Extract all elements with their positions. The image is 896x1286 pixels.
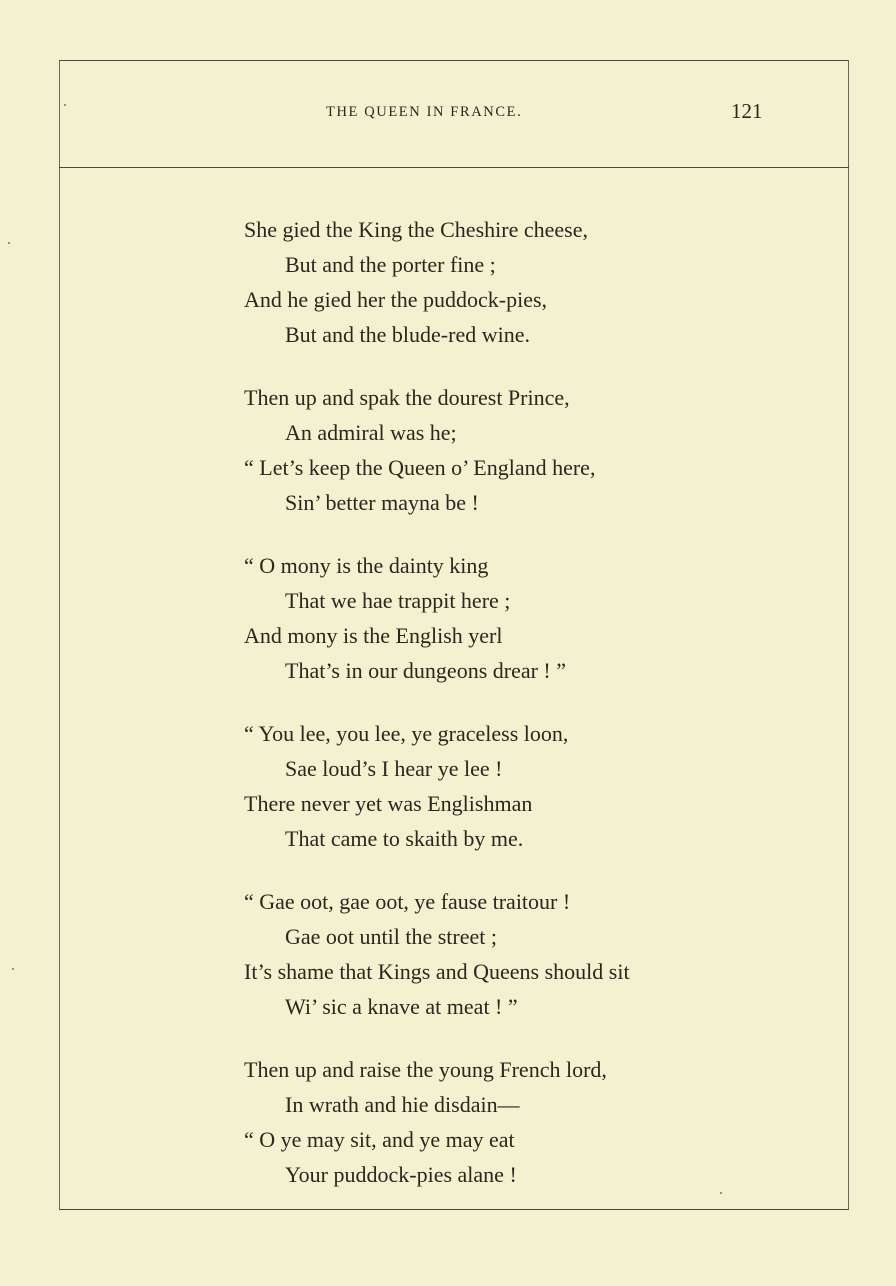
poem-line: An admiral was he; xyxy=(285,420,457,445)
poem-line: Sin’ better mayna be ! xyxy=(285,490,479,515)
poem-line: That’s in our dungeons drear ! ” xyxy=(285,658,567,683)
stanza-4 xyxy=(244,716,804,856)
poem-line: But and the blude-red wine. xyxy=(285,322,530,347)
poem-line: And he gied her the puddock-pies, xyxy=(244,287,548,312)
stanza-6 xyxy=(244,1052,804,1192)
poem-line: That came to skaith by me. xyxy=(285,826,524,851)
poem-line: Gae oot until the street ; xyxy=(285,924,497,949)
poem-body xyxy=(244,212,804,1220)
page-number: 121 xyxy=(731,99,763,123)
paper-speck xyxy=(12,968,14,970)
poem-line: “ Let’s keep the Queen o’ England here, xyxy=(244,455,596,480)
running-title: THE QUEEN IN FRANCE. xyxy=(326,104,523,120)
paper-speck xyxy=(8,242,10,244)
stanza-3 xyxy=(244,548,804,688)
header-rule xyxy=(59,167,849,168)
poem-line: Wi’ sic a knave at meat ! ” xyxy=(285,994,518,1019)
poem-line: She gied the King the Cheshire cheese, xyxy=(244,217,588,242)
stanza-2 xyxy=(244,380,804,520)
poem-line: There never yet was Englishman xyxy=(244,791,533,816)
poem-line: Then up and raise the young French lord, xyxy=(244,1057,607,1082)
poem-line: And mony is the English yerl xyxy=(244,623,503,648)
running-head xyxy=(0,99,896,128)
poem-line: Then up and spak the dourest Prince, xyxy=(244,385,570,410)
poem-line: “ O ye may sit, and ye may eat xyxy=(244,1127,515,1152)
poem-line: That we hae trappit here ; xyxy=(285,588,511,613)
stanza-5 xyxy=(244,884,804,1024)
poem-line: Sae loud’s I hear ye lee ! xyxy=(285,756,503,781)
paper-speck xyxy=(64,104,66,106)
poem-line: Your puddock-pies alane ! xyxy=(285,1162,517,1187)
poem-line: “ O mony is the dainty king xyxy=(244,553,489,578)
paper-speck xyxy=(720,1192,722,1194)
poem-line: In wrath and hie disdain— xyxy=(285,1092,520,1117)
stanza-1 xyxy=(244,212,804,352)
poem-line: “ You lee, you lee, ye graceless loon, xyxy=(244,721,569,746)
poem-line: It’s shame that Kings and Queens should sit xyxy=(244,959,630,984)
poem-line: But and the porter fine ; xyxy=(285,252,496,277)
poem-line: “ Gae oot, gae oot, ye fause traitour ! xyxy=(244,889,571,914)
